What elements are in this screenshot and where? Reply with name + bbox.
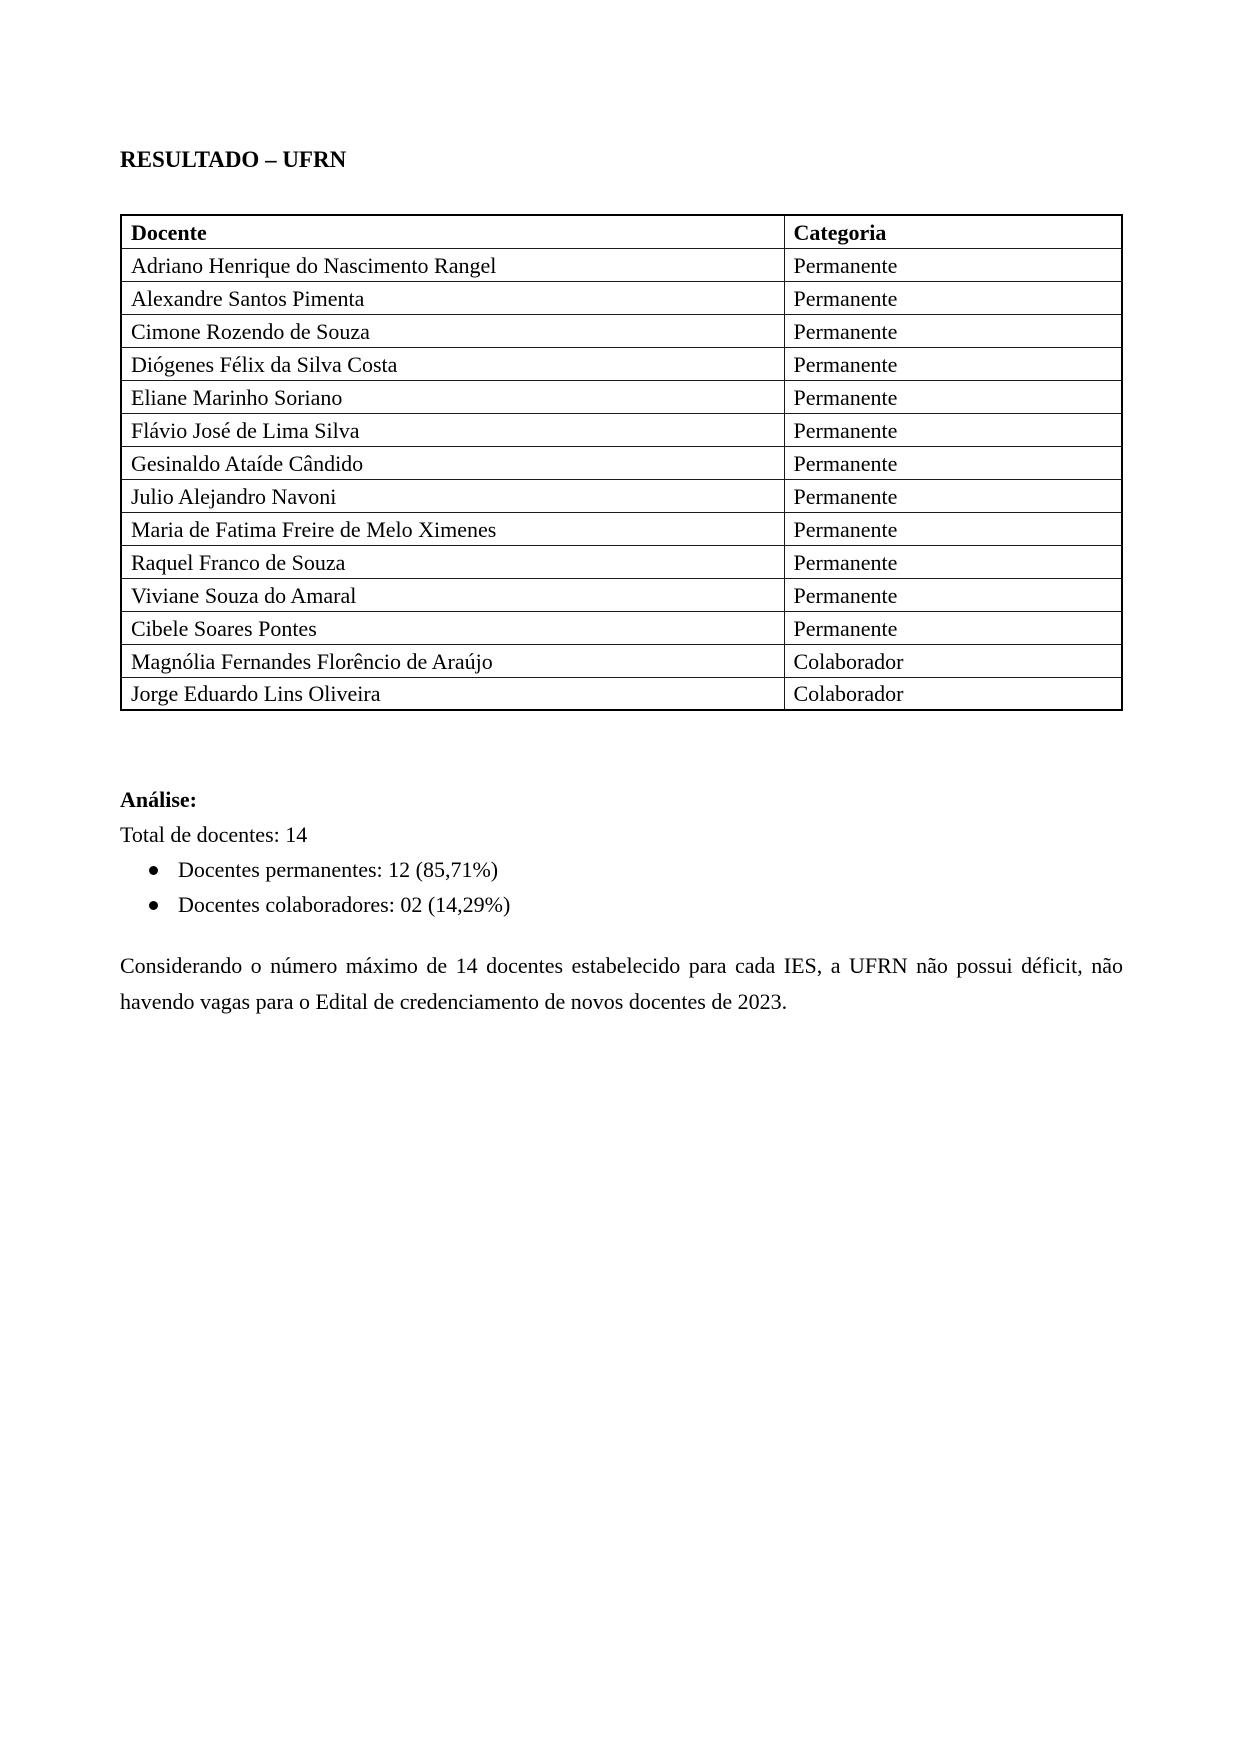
table-row [121,248,1122,281]
categoria-cell: Permanente [784,281,1122,314]
bullet-text: Docentes colaboradores: 02 (14,29%) [178,892,511,917]
categoria-cell: Permanente [784,512,1122,545]
document-title: RESULTADO – UFRN [120,147,347,172]
analysis-bullet-list [120,852,1123,922]
docente-cell: Diógenes Félix da Silva Costa [121,347,784,380]
table-row [121,578,1122,611]
table-row [121,479,1122,512]
docente-cell: Raquel Franco de Souza [121,545,784,578]
docente-cell: Gesinaldo Ataíde Cândido [121,446,784,479]
table-row [121,413,1122,446]
docente-cell: Alexandre Santos Pimenta [121,281,784,314]
docente-cell: Julio Alejandro Navoni [121,479,784,512]
table-header-categoria: Categoria [784,215,1122,248]
table-row [121,347,1122,380]
bullet-icon [149,901,158,910]
categoria-cell: Permanente [784,413,1122,446]
categoria-cell: Permanente [784,347,1122,380]
total-docentes-line: Total de docentes: 14 [120,822,308,847]
table-row [121,281,1122,314]
table-row [121,677,1122,710]
list-item [120,887,1123,922]
categoria-cell: Permanente [784,380,1122,413]
docente-cell: Cibele Soares Pontes [121,611,784,644]
categoria-cell: Permanente [784,545,1122,578]
table-row [121,512,1122,545]
categoria-cell: Permanente [784,446,1122,479]
docente-cell: Jorge Eduardo Lins Oliveira [121,677,784,710]
categoria-cell: Permanente [784,314,1122,347]
table-row [121,380,1122,413]
categoria-cell: Colaborador [784,677,1122,710]
conclusion-paragraph: Considerando o número máximo de 14 docentes estabelecido para cada IES, a UFRN não possui déficit, não havendo vagas para o Edital de credenciamento de novos docentes de 2023. [120,953,1123,1014]
docente-cell: Maria de Fatima Freire de Melo Ximenes [121,512,784,545]
categoria-cell: Permanente [784,248,1122,281]
table-header-row [121,215,1122,248]
docente-cell: Viviane Souza do Amaral [121,578,784,611]
page-content [120,146,1123,1020]
table-row [121,314,1122,347]
table-row [121,644,1122,677]
docente-table [120,214,1123,711]
categoria-cell: Colaborador [784,644,1122,677]
bullet-text: Docentes permanentes: 12 (85,71%) [178,857,499,882]
docente-cell: Adriano Henrique do Nascimento Rangel [121,248,784,281]
table-row [121,545,1122,578]
bullet-icon [149,866,158,875]
categoria-cell: Permanente [784,578,1122,611]
table-header-docente: Docente [121,215,784,248]
docente-cell: Flávio José de Lima Silva [121,413,784,446]
docente-cell: Magnólia Fernandes Florêncio de Araújo [121,644,784,677]
categoria-cell: Permanente [784,479,1122,512]
docente-cell: Cimone Rozendo de Souza [121,314,784,347]
list-item [120,852,1123,887]
analysis-heading: Análise: [120,787,197,812]
table-row [121,611,1122,644]
docente-cell: Eliane Marinho Soriano [121,380,784,413]
categoria-cell: Permanente [784,611,1122,644]
table-row [121,446,1122,479]
